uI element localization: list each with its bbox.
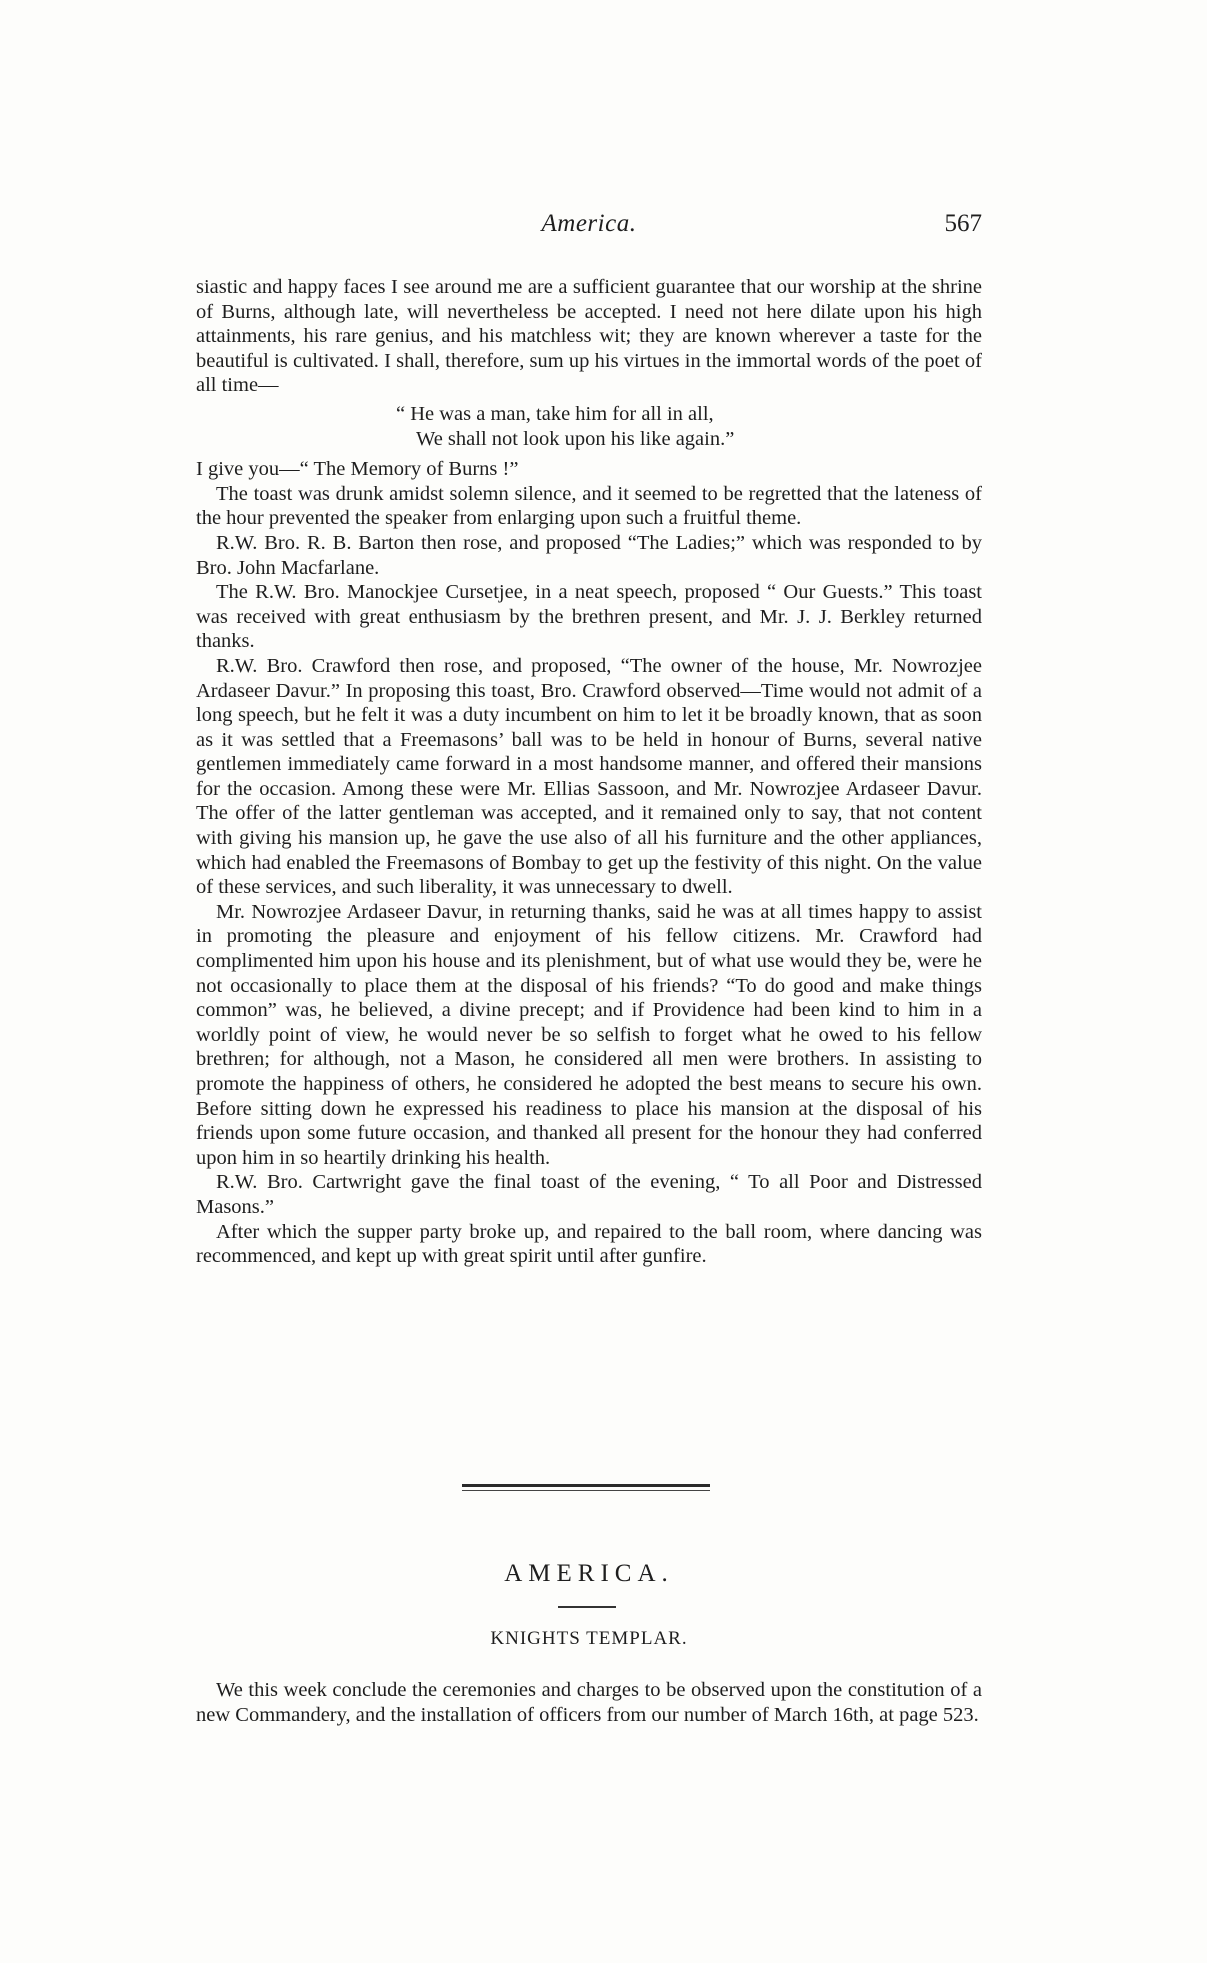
paragraph: R.W. Bro. Cartwright gave the final toast of the evening, “ To all Poor and Distressed Masons.”	[196, 1171, 982, 1218]
title-underline	[558, 1606, 616, 1608]
article-body	[196, 275, 982, 1269]
paragraph: siastic and happy faces I see around me are a sufficient guarantee that our worship at the shrine of Burns, although late, will nevertheless be accepted. I need not here dilate upon his high attainments, his rare genius, and his matchless wit; they are known wherever a taste for the beautiful is cultivated. I shall, therefore, sum up his virtues in the immortal words of the poet of all time—	[196, 276, 982, 397]
verse-line: We shall not look upon his like again.”	[416, 427, 735, 450]
verse-line: “ He was a man, take him for all in all,	[396, 402, 714, 425]
section-intro	[196, 1678, 982, 1727]
verse-quote	[196, 402, 982, 451]
paragraph: We this week conclude the ceremonies and charges to be observed upon the constitution of a new Commandery, and the installation of officers from our number of March 16th, at page 523.	[196, 1679, 982, 1726]
section-subtitle: KNIGHTS TEMPLAR.	[490, 1628, 688, 1649]
section-title: AMERICA.	[504, 1560, 674, 1587]
paragraph: R.W. Bro. Crawford then rose, and proposed, “The owner of the house, Mr. Nowrozjee Ardaseer Davur.” In proposing this toast, Bro. Crawford observed—Time would not admit of a long speech, but he felt it was a duty incumbent on him to let it be broadly known, that as soon as it was settled that a Freemasons’ ball was to be held in honour of Burns, several native gentlemen immediately came forward in a most handsome manner, and offered their mansions for the occasion. Among these were Mr. Ellias Sassoon, and Mr. Nowrozjee Ardaseer Davur. The offer of the latter gentleman was accepted, and it remained only to say, that not content with giving his mansion up, he gave the use also of all his furniture and the other appliances, which had enabled the Freemasons of Bombay to get up the festivity of this night. On the value of these services, and such liberality, it was unnecessary to dwell.	[196, 654, 982, 899]
running-title: America.	[541, 210, 637, 237]
paragraph: The toast was drunk amidst solemn silence, and it seemed to be regretted that the lateness of the hour prevented the speaker from enlarging upon such a fruitful theme.	[196, 482, 982, 530]
divider-thin-rule	[462, 1490, 710, 1491]
paragraph: Mr. Nowrozjee Ardaseer Davur, in returning thanks, said he was at all times happy to assist in promoting the pleasure and enjoyment of his fellow citizens. Mr. Crawford had complimented him upon his house and its plenishment, but of what use would they be, were he not occasionally to place them at the disposal of his friends? “To do good and make things common” was, he believed, a divine precept; and if Providence had been kind to him in a worldly point of view, he would never be so selfish to forget what he owed to his fellow brethren; for although, not a Mason, he considered all men were brothers. In assisting to promote the happiness of others, he considered he adopted the best means to secure his own. Before sitting down he expressed his readiness to place his mansion at the disposal of his friends upon some future occasion, and thanked all present for the honour they had conferred upon him in so heartily drinking his health.	[196, 900, 982, 1169]
paragraph: R.W. Bro. R. B. Barton then rose, and proposed “The Ladies;” which was responded to by Bro. John Macfarlane.	[196, 531, 982, 579]
running-head	[196, 210, 982, 244]
divider-thick-rule	[462, 1484, 710, 1487]
paragraph: The R.W. Bro. Manockjee Cursetjee, in a neat speech, proposed “ Our Guests.” This toast was received with great enthusiasm by the brethren present, and Mr. J. J. Berkley returned thanks.	[196, 581, 982, 653]
paragraph: I give you—“ The Memory of Burns !”	[196, 458, 519, 481]
page-number: 567	[944, 210, 982, 237]
section-divider	[462, 1484, 710, 1491]
paragraph: After which the supper party broke up, and repaired to the ball room, where dancing was recommenced, and kept up with great spirit until after gunfire.	[196, 1220, 982, 1268]
